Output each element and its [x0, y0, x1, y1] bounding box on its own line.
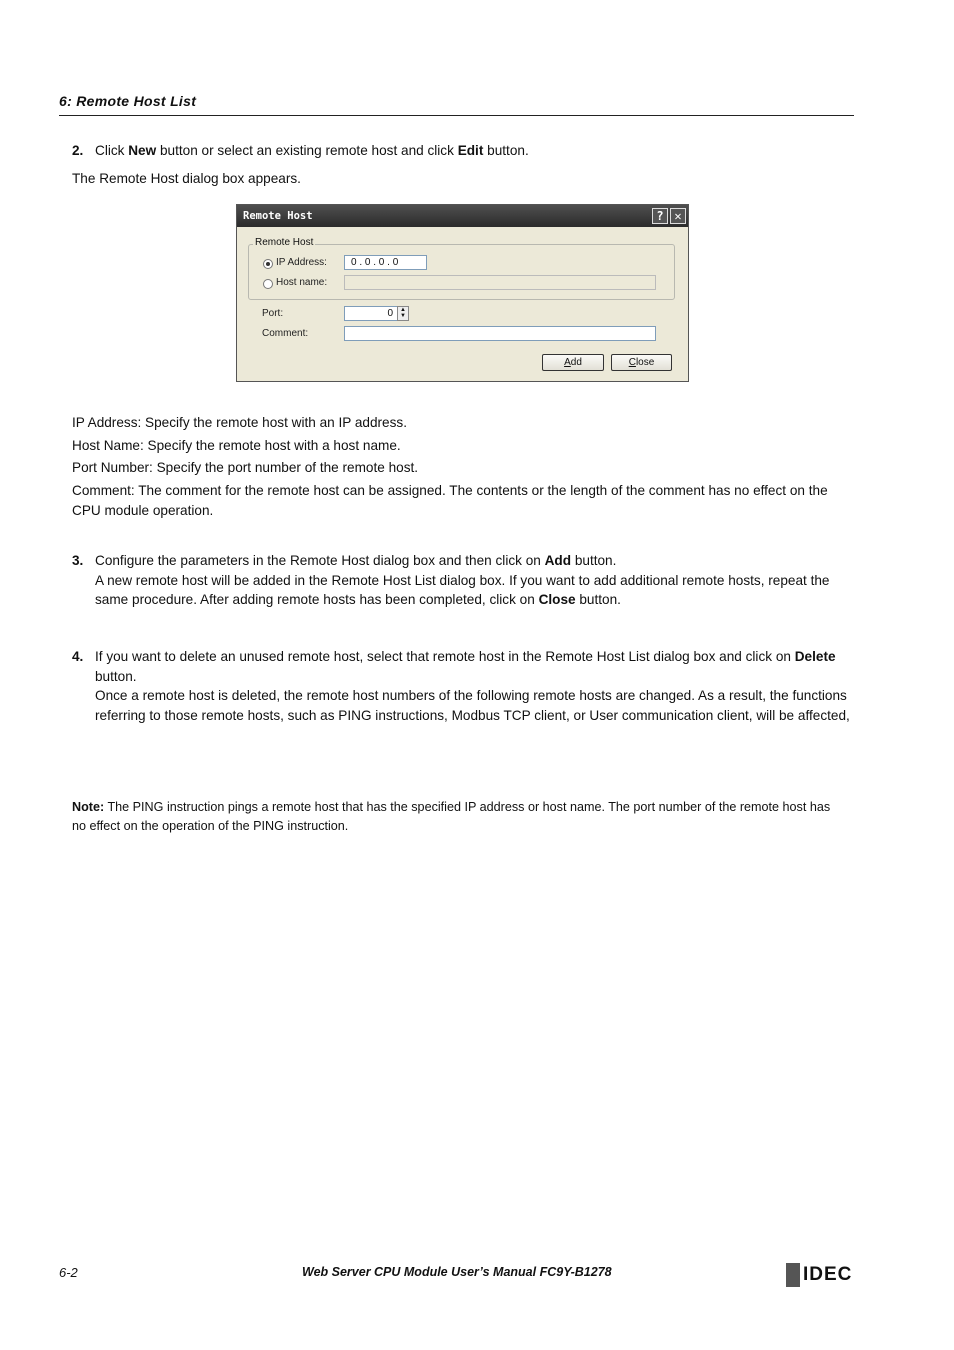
add-keyword: Add	[544, 553, 572, 568]
step-text: Once a remote host is deleted, the remote host numbers of the following remote hosts are changed. As a result, the functions referring to those remote hosts, such as PING instructions, Modbus TCP client, or User communication client, will be affected,	[95, 688, 850, 723]
edit-keyword: Edit	[457, 143, 484, 158]
remote-host-group	[248, 244, 675, 300]
page-number: 6-2	[59, 1265, 78, 1280]
step-text: button.	[95, 668, 137, 684]
section-header: 6: Remote Host List	[59, 93, 197, 109]
note-label: Note:	[72, 800, 105, 814]
note	[72, 798, 847, 835]
close-keyword: Close	[538, 592, 576, 607]
comment-label: Comment:	[262, 328, 309, 339]
manual-title: Web Server CPU Module User’s Manual FC9Y-B1278	[302, 1265, 612, 1279]
new-keyword: New	[128, 143, 157, 158]
step-text: Click	[95, 143, 129, 158]
comment-input[interactable]	[344, 326, 656, 341]
spin-up-icon[interactable]: ▲	[400, 307, 406, 313]
dialog-intro: The Remote Host dialog box appears.	[72, 171, 301, 186]
step-2	[72, 141, 852, 161]
comment-description: Comment: The comment for the remote host can be assigned. The contents or the length of the comment has no effect on the CPU module operation.	[72, 483, 828, 518]
port-spinner[interactable]	[397, 306, 409, 321]
ip-description: IP Address: Specify the remote host with an IP address.	[72, 415, 407, 430]
note-text: The PING instruction pings a remote host that has the specified IP address or host name. The port number of the remote host has no effect on the operation of the PING instruction.	[72, 800, 831, 833]
idec-logo	[786, 1263, 856, 1287]
step-text: Configure the parameters in the Remote Host dialog box and then click on	[95, 553, 545, 568]
host-name-radio[interactable]	[263, 279, 273, 289]
close-button[interactable]: Close	[611, 354, 672, 371]
step-number: 4.	[72, 649, 84, 664]
logo-mark	[786, 1263, 800, 1287]
step-text: button.	[483, 143, 529, 158]
step-text: A new remote host will be added in the Remote Host List dialog box. If you want to add additional remote hosts, repeat the same procedure. After adding remote hosts has been completed, click on	[95, 572, 830, 607]
host-name-input[interactable]	[344, 275, 656, 290]
dialog-title: Remote Host	[243, 210, 313, 222]
step-number: 2.	[72, 143, 84, 158]
step-number: 3.	[72, 553, 84, 568]
help-icon[interactable]: ?	[652, 208, 668, 224]
step-3	[72, 551, 852, 610]
header-rule	[59, 115, 854, 116]
port-description: Port Number: Specify the port number of the remote host.	[72, 460, 419, 475]
add-button[interactable]: Add	[542, 354, 604, 371]
remote-host-dialog	[236, 204, 689, 382]
dialog-titlebar	[237, 205, 688, 227]
logo-text: IDEC	[803, 1264, 853, 1285]
close-icon[interactable]: ✕	[670, 208, 686, 224]
port-label: Port:	[262, 308, 284, 319]
step-text: button.	[571, 553, 617, 568]
ip-address-radio[interactable]	[263, 259, 273, 269]
step-text: button or select an existing remote host and click	[156, 143, 458, 158]
spin-down-icon[interactable]: ▼	[400, 313, 406, 319]
delete-keyword: Delete	[794, 649, 836, 664]
step-text: If you want to delete an unused remote host, select that remote host in the Remote Host List dialog box and click on	[95, 649, 795, 664]
port-input[interactable]: 0	[344, 306, 398, 321]
ip-address-label: IP Address:	[276, 257, 327, 268]
group-label: Remote Host	[255, 237, 314, 248]
ip-address-input[interactable]: 0 . 0 . 0 . 0	[344, 255, 427, 270]
host-description: Host Name: Specify the remote host with a host name.	[72, 438, 401, 453]
step-4	[72, 647, 852, 725]
host-name-label: Host name:	[276, 277, 328, 288]
step-text: button.	[575, 592, 621, 607]
